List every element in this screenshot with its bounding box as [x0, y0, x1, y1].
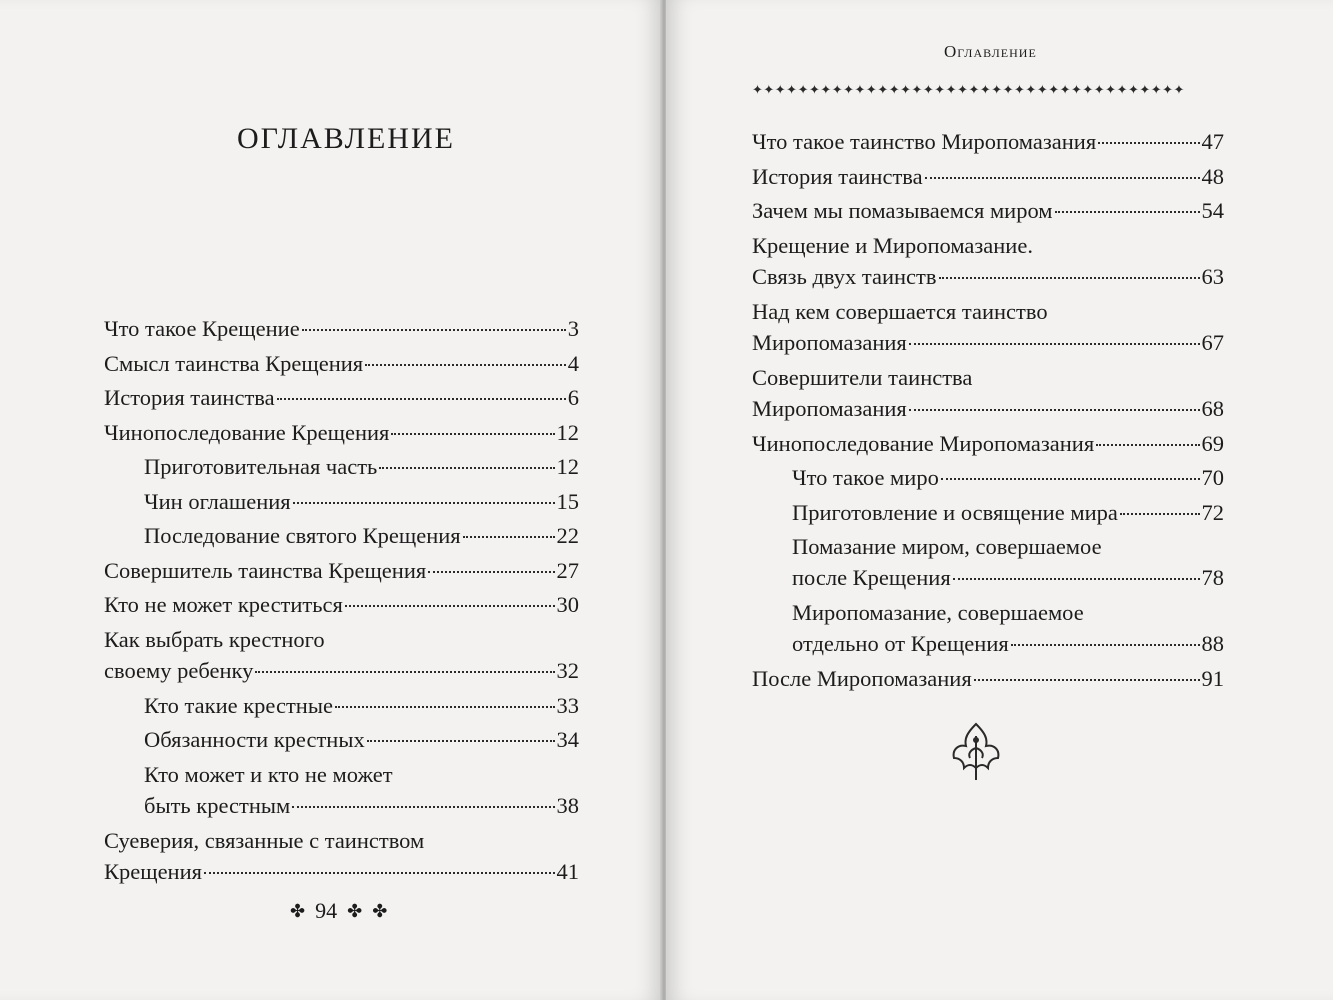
toc-entry [752, 195, 1224, 226]
toc-subentry [752, 462, 1224, 493]
toc-subentry [752, 531, 1224, 593]
dot-leader [941, 478, 1200, 480]
toc-entry-title: Миропомазания [752, 329, 907, 355]
toc-entry [104, 417, 579, 448]
toc-entry-page: 32 [556, 657, 579, 683]
toc-entry-title: своему ребенку [104, 657, 254, 683]
page-footer [290, 898, 387, 924]
dot-leader [379, 467, 554, 469]
toc-entry-title: Чинопоследование Крещения [104, 419, 390, 445]
dot-leader [365, 364, 566, 366]
toc-entry-title: Кто не может креститься [104, 592, 343, 617]
running-header: Оглавление [944, 42, 1037, 61]
toc-entry [752, 663, 1224, 694]
toc-entry-title: Миропомазания [752, 395, 907, 421]
toc-entry [104, 589, 579, 620]
toc-entry-page: 88 [1201, 631, 1224, 656]
toc-entry-page: 15 [556, 488, 579, 514]
toc-entry-title-line1: Суеверия, связанные с таинством [104, 827, 425, 853]
toc-entry-title-line1: Крещение и Миропомазание. [752, 232, 1033, 258]
toc-entry-title: быть крестным [144, 792, 291, 818]
toc-entry-page: 27 [556, 557, 579, 583]
toc-entry [104, 382, 579, 413]
toc-entry-page: 67 [1201, 329, 1224, 355]
ornament-icon: ✤ [290, 900, 306, 921]
toc-entry [752, 362, 1224, 424]
toc-entry [104, 313, 579, 344]
toc-subentry [752, 597, 1224, 659]
toc-entry-title: Чин оглашения [144, 488, 291, 514]
page-number: 94 [315, 898, 338, 923]
dot-leader [391, 433, 554, 435]
toc-entry [104, 825, 579, 887]
dot-leader [1096, 444, 1199, 446]
dot-leader [909, 343, 1200, 345]
toc-entry-page: 70 [1201, 465, 1224, 490]
toc-entry-title: Что такое таинство Миропомазания [752, 129, 1097, 154]
dot-leader [1120, 513, 1200, 515]
toc-entry-page: 91 [1201, 666, 1224, 691]
toc-entry-title: Зачем мы помазываемся миром [752, 198, 1053, 223]
toc-entry-page: 72 [1201, 499, 1224, 525]
toc-entry-title: История таинства [752, 163, 923, 189]
toc-entry [752, 161, 1224, 192]
toc-entry-title-line1: Как выбрать крестного [104, 626, 325, 652]
toc-entry [752, 296, 1224, 358]
toc-entry [752, 428, 1224, 459]
toc-entry [104, 555, 579, 586]
toc-entry-title-line1: Совершители таинства [752, 364, 973, 390]
toc-subentry [104, 486, 579, 517]
dot-leader [277, 398, 566, 400]
toc-subentry [752, 497, 1224, 528]
ornament-divider: ✦✦✦✦✦✦✦✦✦✦✦✦✦✦✦✦✦✦✦✦✦✦✦✦✦✦✦✦✦✦✦✦✦✦✦✦✦✦ [752, 82, 1185, 97]
toc-entry [104, 624, 579, 686]
dot-leader [939, 277, 1200, 279]
toc-entry-page: 47 [1201, 129, 1224, 154]
toc-entry-page: 30 [556, 592, 579, 617]
toc-entry [752, 126, 1224, 157]
dot-leader [428, 571, 554, 573]
dot-leader [1055, 211, 1200, 213]
ornament-icon: ✤ [372, 900, 388, 921]
dot-leader [204, 872, 555, 874]
toc-subentry [104, 759, 579, 821]
toc-entry-title: Совершитель таинства Крещения [104, 557, 427, 583]
dot-leader [974, 679, 1200, 681]
page-title: ОГЛАВЛЕНИЕ [237, 122, 455, 155]
toc-entry-title: После Миропомазания [752, 666, 972, 691]
toc-entry-page: 22 [556, 523, 579, 548]
toc-subentry [104, 451, 579, 482]
toc-entry-title: История таинства [104, 385, 275, 410]
toc-entry-page: 54 [1201, 198, 1224, 223]
left-page [0, 0, 662, 1000]
toc-entry-title-line1: Миропомазание, совершаемое [792, 600, 1084, 625]
toc-entry-title: Смысл таинства Крещения [104, 350, 364, 376]
dot-leader [302, 329, 566, 331]
dot-leader [463, 536, 555, 538]
toc-entry-title: после Крещения [792, 565, 951, 590]
toc-entry-page: 6 [567, 385, 579, 410]
toc-entry-title-line1: Кто может и кто не может [144, 761, 393, 787]
toc-entry-title-line1: Помазание миром, совершаемое [792, 534, 1102, 559]
toc-entry-page: 4 [567, 350, 579, 376]
toc-entry-title: Обязанности крестных [144, 727, 365, 752]
toc-entry-page: 69 [1201, 430, 1224, 456]
toc-entry-page: 41 [556, 858, 579, 884]
toc-entry-title: Что такое миро [792, 465, 939, 490]
toc-entry-title: Что такое Крещение [104, 316, 300, 341]
dot-leader [1011, 644, 1200, 646]
toc-entry-title: Чинопоследование Миропомазания [752, 430, 1095, 456]
toc-subentry [104, 724, 579, 755]
toc-subentry [104, 520, 579, 551]
toc-entry-title: Приготовительная часть [144, 454, 378, 479]
toc-entry-page: 78 [1201, 565, 1224, 590]
dot-leader [292, 806, 554, 808]
toc-entry-page: 12 [556, 454, 579, 479]
ornament-icon: ✤ [347, 900, 363, 921]
toc-entry-title: Кто такие крестные [144, 692, 333, 718]
toc-entry-title: Последование святого Крещения [144, 523, 461, 548]
dot-leader [925, 177, 1200, 179]
toc-entry-page: 12 [556, 419, 579, 445]
leaf-ornament-icon [946, 718, 1006, 788]
toc-entry-page: 63 [1201, 263, 1224, 289]
dot-leader [345, 605, 555, 607]
toc-entry [752, 230, 1224, 292]
dot-leader [1098, 142, 1199, 144]
toc-list-left [104, 313, 579, 891]
toc-entry-page: 38 [556, 792, 579, 818]
toc-entry-page: 34 [556, 727, 579, 752]
toc-entry-title: Приготовление и освящение мира [792, 499, 1118, 525]
toc-subentry [104, 690, 579, 721]
dot-leader [367, 740, 555, 742]
toc-entry-page: 3 [567, 316, 579, 341]
toc-entry-page: 33 [556, 692, 579, 718]
toc-entry-title: Крещения [104, 858, 202, 884]
toc-entry-title-line1: Над кем совершается таинство [752, 298, 1048, 324]
toc-entry-page: 48 [1201, 163, 1224, 189]
toc-list-right [752, 126, 1224, 698]
toc-entry-title: отдельно от Крещения [792, 631, 1009, 656]
dot-leader [255, 671, 554, 673]
dot-leader [335, 706, 555, 708]
toc-entry-page: 68 [1201, 395, 1224, 421]
toc-entry-title: Связь двух таинств [752, 263, 937, 289]
dot-leader [953, 578, 1200, 580]
dot-leader [293, 502, 555, 504]
dot-leader [909, 409, 1200, 411]
toc-entry [104, 348, 579, 379]
